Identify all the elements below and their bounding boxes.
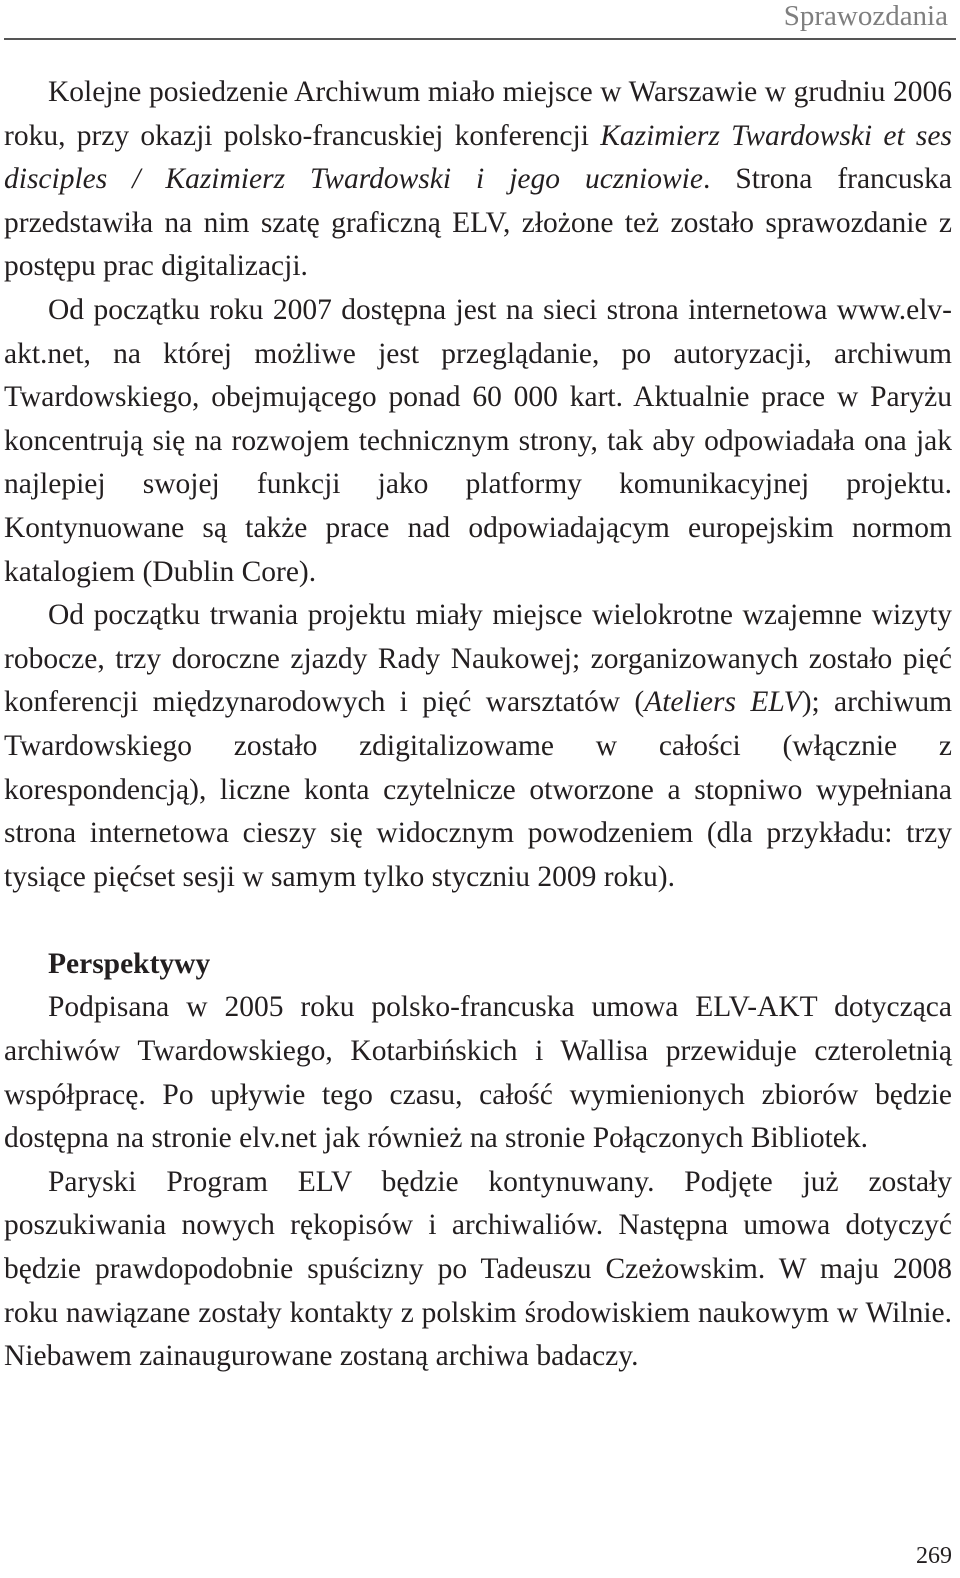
paragraph (4, 594, 952, 899)
italic-term: Ateliers ELV (644, 686, 802, 719)
section-spacer (4, 899, 952, 943)
paragraph: Podpisana w 2005 roku polsko-francuska umowa ELV-AKT dotycząca archiwów Twardowskiego, Kotarbińskich i Wallisa przewiduje czteroletnią współpracę. Po upływie tego czasu, całość wymienionych zbiorów będzie dostępna na stronie elv.net jak również na stronie Połączonych Bibliotek. (4, 991, 952, 1155)
paragraph-text: Kolejne posiedzenie Archiwum miało miejsce w Warszawie w grudniu 2006 roku, przy okazji polsko-francuskiej konferencji (4, 76, 952, 152)
paragraph (4, 71, 952, 289)
section-heading: Perspektywy (48, 947, 211, 980)
paragraph-text: . Strona francuska przedstawiła na nim szatę graficzną ELV, złożone też zostało sprawozdanie z postępu prac digitalizacji. (4, 163, 952, 283)
paragraph-text: Od początku trwania projektu miały miejsce wielokrotne wzajemne wizyty robocze, trzy doroczne zjazdy Rady Naukowej; zorganizowanych zostało pięć konferencji międzynarodowych i pięć warsztatów ( (4, 599, 952, 719)
running-head: Sprawozdania (783, 0, 948, 32)
paragraph: Paryski Program ELV będzie kontynuwany. Podjęte już zostały poszukiwania nowych rękopisów i archiwaliów. Następna umowa dotyczyć będzie prawdopodobnie spuścizny po Tadeuszu Czeżowskim. W maju 2008 roku nawiązane zostały kontakty z polskim środowiskiem naukowym w Wilnie. Niebawem zainaugurowane zostaną archiwa badaczy. (4, 1165, 952, 1373)
italic-title: Kazimierz Twardowski et ses disciples / Kazimierz Twardowski i jego uczniowie (4, 119, 952, 196)
page-number: 269 (916, 1543, 952, 1569)
paragraph-text: ); archiwum Twardowskiego zostało zdigitalizowame w całości (włącznie z korespondencją), liczne konta czytelnicze otworzone a stopniwo wypełniana strona internetowa cieszy się widocznym powodzeniem (dla przykładu: trzy tysiące pięćset sesji w samym tylko styczniu 2009 roku). (4, 686, 953, 893)
paragraph: Od początku roku 2007 dostępna jest na sieci strona internetowa www.elv-akt.net, na której możliwe jest przeglądanie, po autoryzacji, archiwum Twardowskiego, obejmującego ponad 60 000 kart. Aktualnie prace w Paryżu koncentrują się na rozwojem technicznym strony, tak aby odpowiadała ona jak najlepiej swojej funkcji jako platformy komunikacyjnej projektu. Kontynuowane są także prace nad odpowiadającym europejskim normom katalogiem (Dublin Core). (4, 293, 952, 588)
body-text (4, 71, 952, 1379)
header-rule (4, 38, 956, 40)
